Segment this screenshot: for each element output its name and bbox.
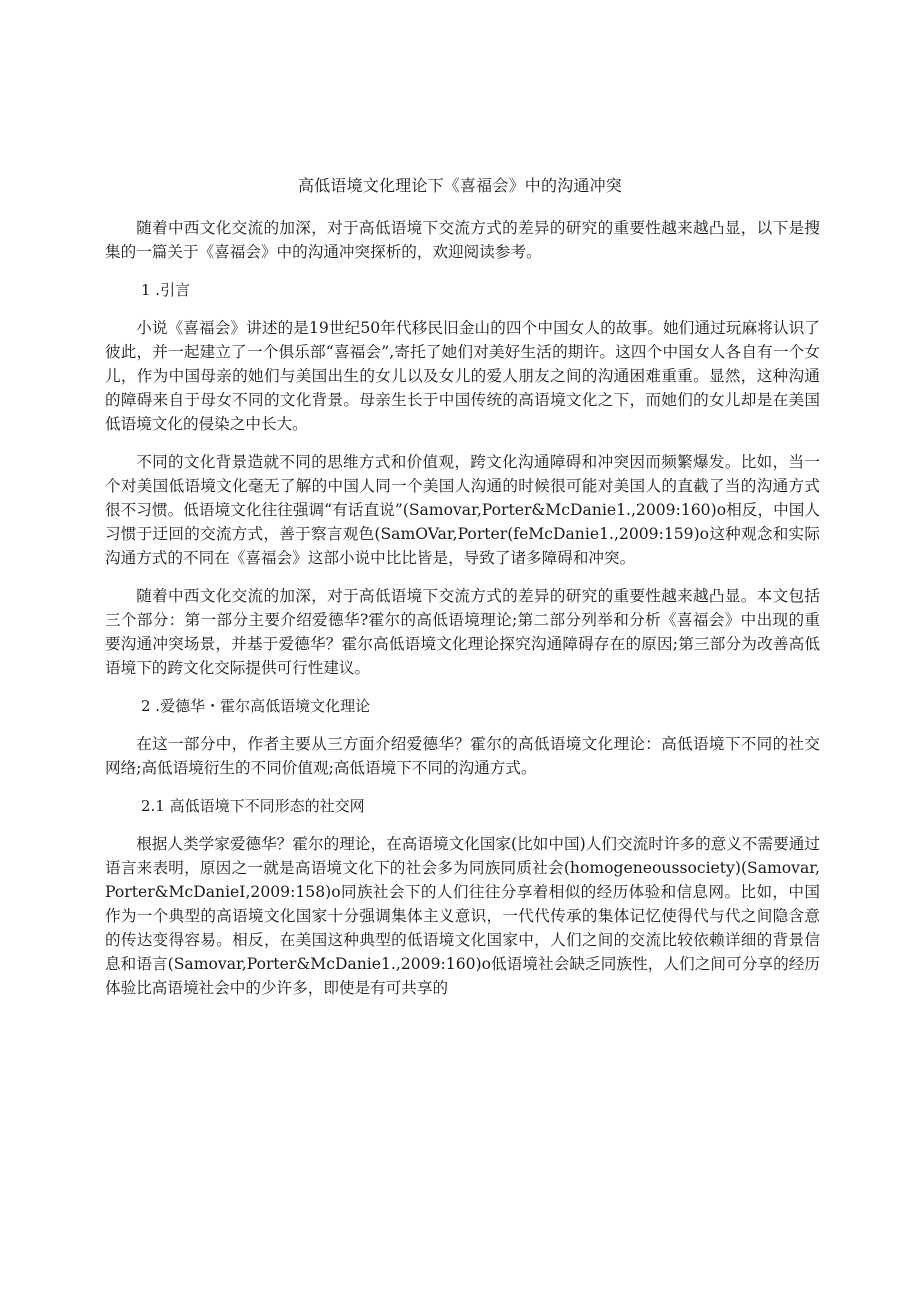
section-heading-2-1: 2.1 高低语境下不同形态的社交网 [141, 797, 365, 815]
section-heading-2: 2 .爱德华・霍尔高低语境文化理论 [141, 697, 371, 715]
paragraph: 在这一部分中，作者主要从三方面介绍爱德华？霍尔的高低语境文化理论：高低语境下不同的社交网络;高低语境衍生的不同价值观;高低语境下不同的沟通方式。 [105, 735, 820, 777]
document-body [105, 216, 820, 1014]
paragraph: 根据人类学家爱德华？霍尔的理论，在高语境文化国家(比如中国)人们交流时许多的意义不需要通过语言来表明，原因之一就是高语境文化下的社会多为同族同质社会(homogeneoussociety)(Samovar,Porter&McDanieI,2009:158)o同族社会下的人们往往分享着相似的经历体验和信息网。比如，中国作为一个典型的高语境文化国家十分强调集体主义意识，一代代传承的集体记忆使得代与代之间隐含意的传达变得容易。相反，在美国这种典型的低语境文化国家中，人们之间的交流比较依赖详细的背景信息和语言(Samovar,Porter&McDanie1.,2009:160)o低语境社会缺乏同族性，人们之间可分享的经历体验比高语境社会中的少许多，即使是有可共享的 [105, 835, 820, 997]
paragraph: 随着中西文化交流的加深，对于高低语境下交流方式的差异的研究的重要性越来越凸显。本文包括三个部分：第一部分主要介绍爱德华?霍尔的高低语境理论;第二部分列举和分析《喜福会》中出现的重要沟通冲突场景，并基于爱德华？霍尔高低语境文化理论探究沟通障碍存在的原因;第三部分为改善高低语境下的跨文化交际提供可行性建议。 [105, 587, 820, 677]
document-title: 高低语境文化理论下《喜福会》中的沟通冲突 [297, 176, 622, 195]
paragraph: 不同的文化背景造就不同的思维方式和价值观，跨文化沟通障碍和冲突因而频繁爆发。比如，当一个对美国低语境文化毫无了解的中国人同一个美国人沟通的时候很可能对美国人的直截了当的沟通方式很不习惯。低语境文化往往强调“有话直说”(Samovar,Porter&McDanie1.,2009:160)o相反，中国人习惯于迂回的交流方式，善于察言观色(SamOVar,Porter(feMcDanie1.,2009:159)o这种观念和实际沟通方式的不同在《喜福会》这部小说中比比皆是，导致了诸多障碍和冲突。 [105, 453, 820, 567]
paragraph-intro: 随着中西文化交流的加深，对于高低语境下交流方式的差异的研究的重要性越来越凸显，以下是搜集的一篇关于《喜福会》中的沟通冲突探析的，欢迎阅读参考。 [105, 219, 820, 261]
section-heading-1: 1 .引言 [141, 281, 191, 299]
paragraph: 小说《喜福会》讲述的是19世纪50年代移民旧金山的四个中国女人的故事。她们通过玩麻将认识了彼此，并一起建立了一个俱乐部“喜福会”,寄托了她们对美好生活的期许。这四个中国女人各自有一个女儿，作为中国母亲的她们与美国出生的女儿以及女儿的爱人朋友之间的沟通困难重重。显然，这种沟通的障碍来自于母女不同的文化背景。母亲生长于中国传统的高语境文化之下，而她们的女儿却是在美国低语境文化的侵染之中长大。 [105, 319, 820, 433]
